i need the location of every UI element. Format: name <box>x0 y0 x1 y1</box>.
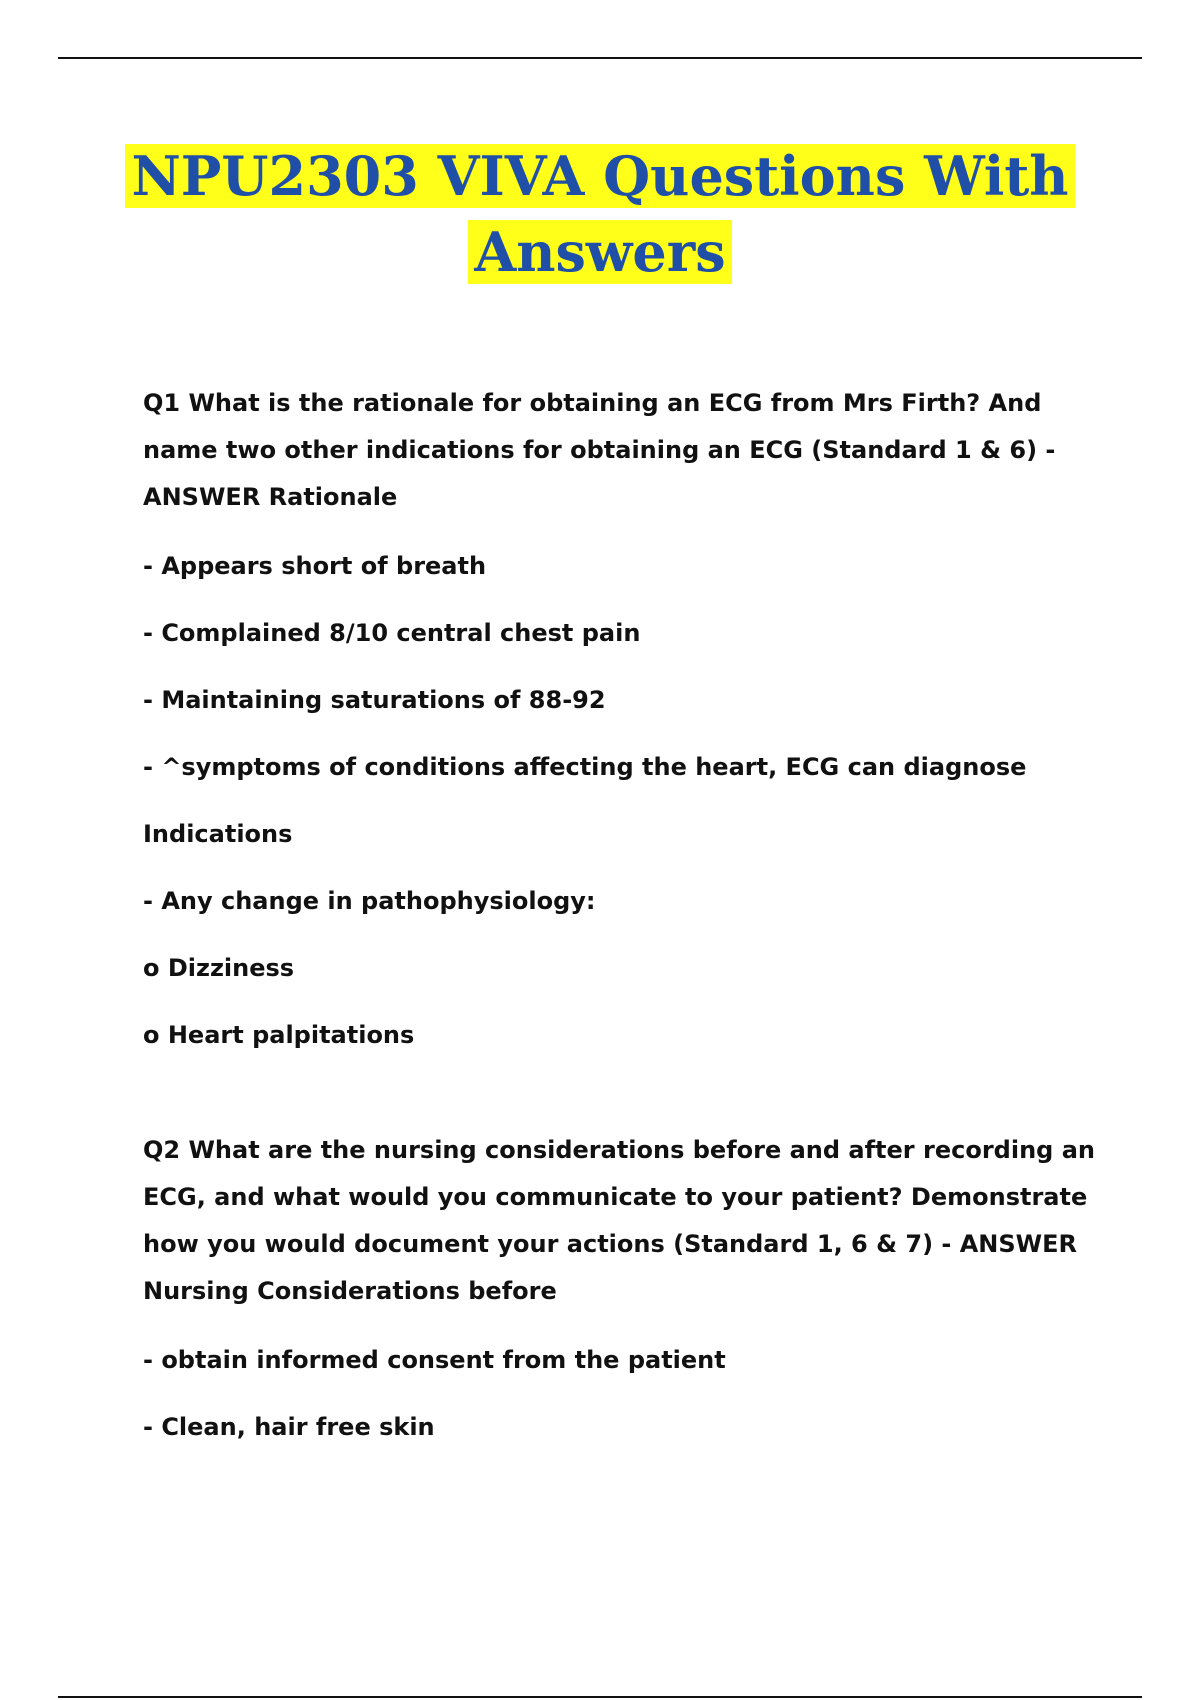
bottom-rule <box>58 1696 1142 1698</box>
q1-item: - Complained 8/10 central chest pain <box>143 619 641 647</box>
q1-item: - Appears short of breath <box>143 552 487 580</box>
q1-indications-heading: Indications <box>143 820 293 848</box>
q2-item: - obtain informed consent from the patient <box>143 1346 726 1374</box>
document-title-text: NPU2303 VIVA Questions With Answers <box>125 144 1074 284</box>
document-title <box>0 138 1200 290</box>
q1-subitem: o Dizziness <box>143 954 295 982</box>
q2-item: - Clean, hair free skin <box>143 1413 435 1441</box>
document-body <box>143 380 1103 1451</box>
q1-item: - Maintaining saturations of 88-92 <box>143 686 606 714</box>
q1-item: - ^symptoms of conditions affecting the heart, ECG can diagnose <box>143 753 1027 781</box>
q1-item: - Any change in pathophysiology: <box>143 887 596 915</box>
q2-question: Q2 What are the nursing considerations before and after recording an ECG, and what would you communicate to your patient? Demonstrate how you would document your actions (Standard 1, 6 & 7) - ANSWER Nursing Considerations before <box>143 1136 1095 1305</box>
top-rule <box>58 57 1142 59</box>
q1-subitem: o Heart palpitations <box>143 1021 415 1049</box>
q1-question: Q1 What is the rationale for obtaining an ECG from Mrs Firth? And name two other indications for obtaining an ECG (Standard 1 & 6) - ANSWER Rationale <box>143 389 1056 511</box>
